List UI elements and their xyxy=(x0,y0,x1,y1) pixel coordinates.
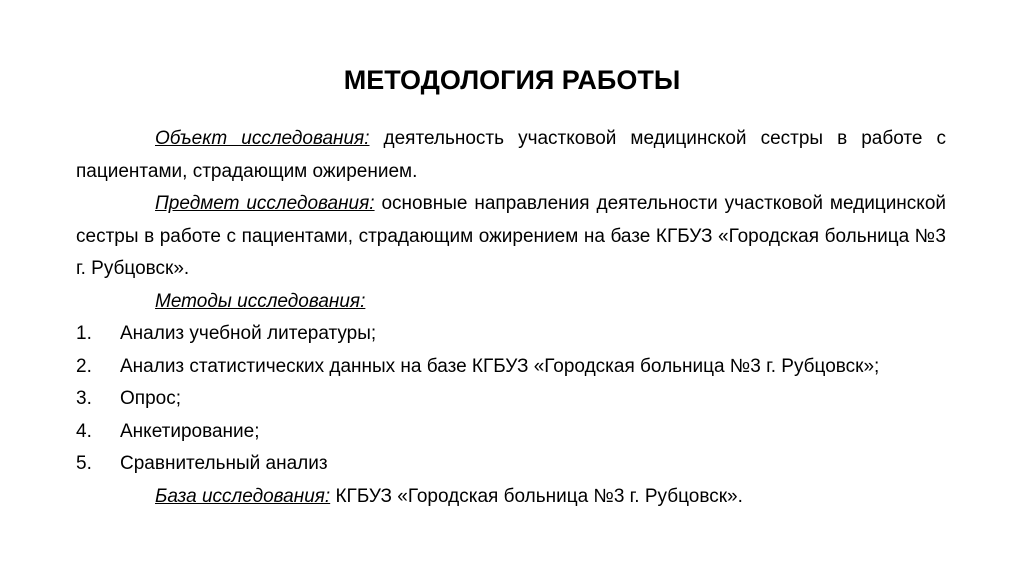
list-item-number: 2. xyxy=(76,355,92,377)
object-text: деятельность участковой медицинской сестры в работе с пациентами, страдающим ожирением. xyxy=(76,128,947,182)
list-item-number: 5. xyxy=(76,453,92,474)
base-paragraph xyxy=(76,481,946,514)
list-item xyxy=(76,318,946,351)
list-item-text: Опрос; xyxy=(120,388,181,409)
list-item-number: 3. xyxy=(76,388,92,409)
subject-text: основные направления деятельности участковой медицинской сестры в работе с пациентами, страдающим ожирением на базе КГБУЗ «Городская больница №3 г. Рубцовск». xyxy=(76,193,947,279)
object-label: Объект исследования: xyxy=(155,128,370,149)
slide-body xyxy=(76,123,946,513)
list-item-text: Анкетирование; xyxy=(120,420,260,442)
base-text: КГБУЗ «Городская больница №3 г. Рубцовск». xyxy=(330,485,743,507)
object-paragraph xyxy=(76,123,946,188)
slide-title: МЕТОДОЛОГИЯ РАБОТЫ xyxy=(343,65,681,95)
list-item xyxy=(76,351,946,384)
list-item xyxy=(76,448,946,481)
list-item-text: Анализ учебной литературы; xyxy=(120,323,377,344)
list-item-number: 1. xyxy=(76,323,92,344)
methods-label: Методы исследования: xyxy=(155,290,366,312)
list-item xyxy=(76,416,946,449)
list-item-text: Анализ статистических данных на базе КГБУЗ «Городская больница №3 г. Рубцовск»; xyxy=(120,355,880,377)
list-item-number: 4. xyxy=(76,420,92,442)
methods-list xyxy=(76,318,946,481)
list-item-text: Сравнительный анализ xyxy=(120,453,328,474)
list-item xyxy=(76,383,946,416)
subject-paragraph xyxy=(76,188,946,286)
subject-label: Предмет исследования: xyxy=(155,193,375,214)
base-label: База исследования: xyxy=(155,485,331,507)
methods-heading xyxy=(76,286,946,319)
